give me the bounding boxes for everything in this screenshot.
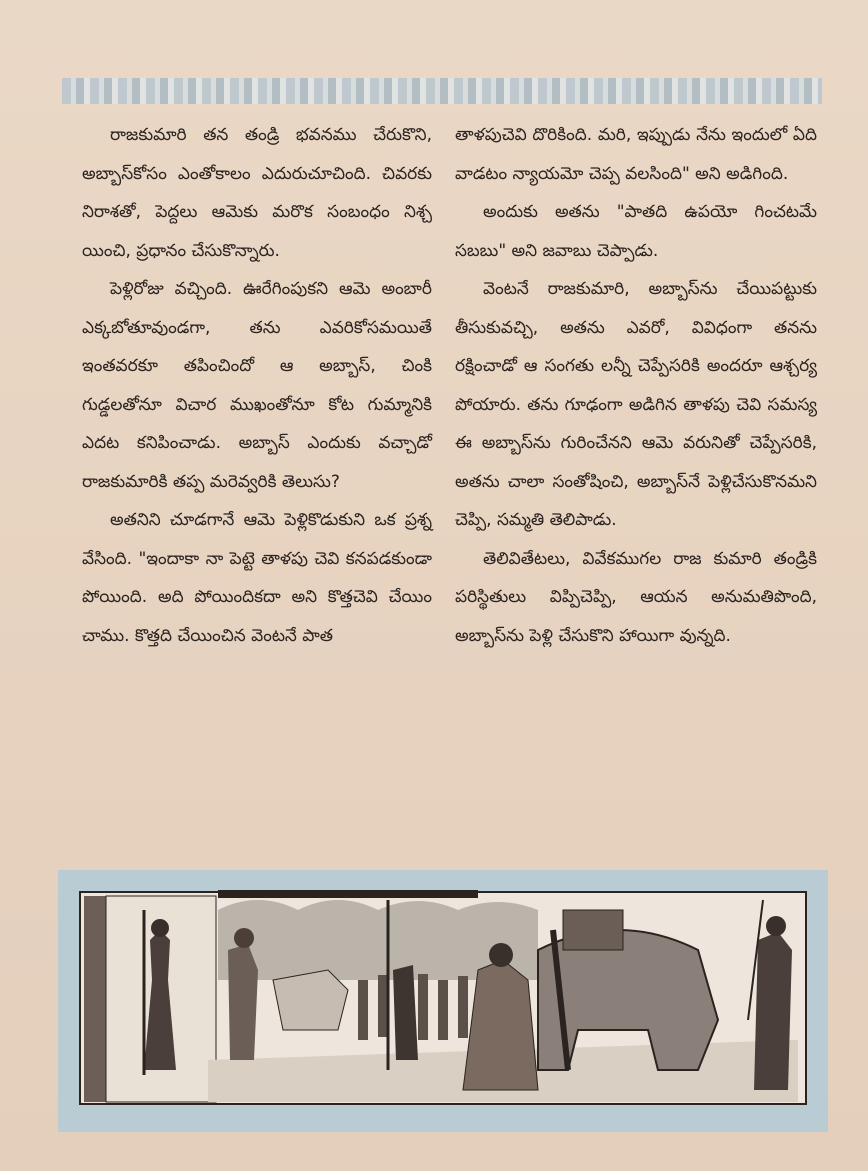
left-text-column: [82, 116, 432, 655]
paragraph: వెంటనే రాజకుమారి, అబ్బాస్‌ను చేయిపట్టుకు తీసుకువచ్చి, అతను ఎవరో, వివిధంగా తనను రక్షించాడో ఆ సంగతు లన్నీ చెప్పేసరికి అందరూ ఆశ్చర్య పోయారు. తను గూఢంగా అడిగిన తాళపు చెవి సమస్య ఈ అబ్బాస్‌ను గురించేనని ఆమె వరునితో చెప్పేసరికి, అతను చాలా సంతోషించి, అబ్బాస్‌నే పెళ్లిచేసుకొనమని చెప్పి, సమ్మతి తెలిపాడు.: [455, 279, 817, 530]
paragraph: తాళపుచెవి దొరికింది. మరి, ఇప్పుడు నేను ఇందులో ఏది వాడటం న్యాయమో చెప్ప వలసింది" అని అడిగింది.: [455, 125, 817, 184]
right-text-column: [455, 116, 817, 655]
paragraph: అందుకు అతను "పాతది ఉపయో గించటమే సబబు" అని జవాబు చెప్పాడు.: [455, 202, 817, 261]
illustration-drawing: [58, 870, 828, 1132]
paragraph: అతనిని చూడగానే ఆమె పెళ్లికొడుకుని ఒక ప్రశ్న వేసింది. "ఇందాకా నా పెట్టె తాళపు చెవి కనపడకుండా పోయింది. అది పోయిందికదా అని కొత్తచెవి చేయిం చాము. కొత్తది చేయించిన వెంటనే పాత: [82, 510, 432, 646]
decorative-border: [62, 78, 822, 104]
paragraph: తెలివితేటలు, వివేకముగల రాజ కుమారి తండ్రికి పరిస్థితులు విప్పిచెప్పి, ఆయన అనుమతిపొంది, అబ్బాస్‌ను పెళ్లి చేసుకొని హాయిగా వున్నది.: [455, 548, 817, 646]
paragraph: పెళ్లిరోజు వచ్చింది. ఊరేగింపుకని ఆమె అంబారీ ఎక్కబోతూవుండగా, తను ఎవరికోసమయితే ఇంతవరకూ తపించిందో ఆ అబ్బాస్, చింకి గుడ్డలతోనూ విచార ముఖంతోనూ కోట గుమ్మానికి ఎదట కనిపించాడు. అబ్బాస్ ఎందుకు వచ్చాడో రాజకుమారికి తప్ప మరెవ్వరికి తెలుసు?: [82, 279, 432, 492]
paragraph: రాజకుమారి తన తండ్రి భవనము చేరుకొని, అబ్బాస్‌కోసం ఎంతోకాలం ఎదురుచూచింది. చివరకు నిరాశతో, పెద్దలు ఆమెకు మరొక సంబంధం నిశ్చ యించి, ప్రధానం చేసుకొన్నారు.: [82, 125, 432, 261]
wedding-procession-illustration: [58, 870, 828, 1132]
